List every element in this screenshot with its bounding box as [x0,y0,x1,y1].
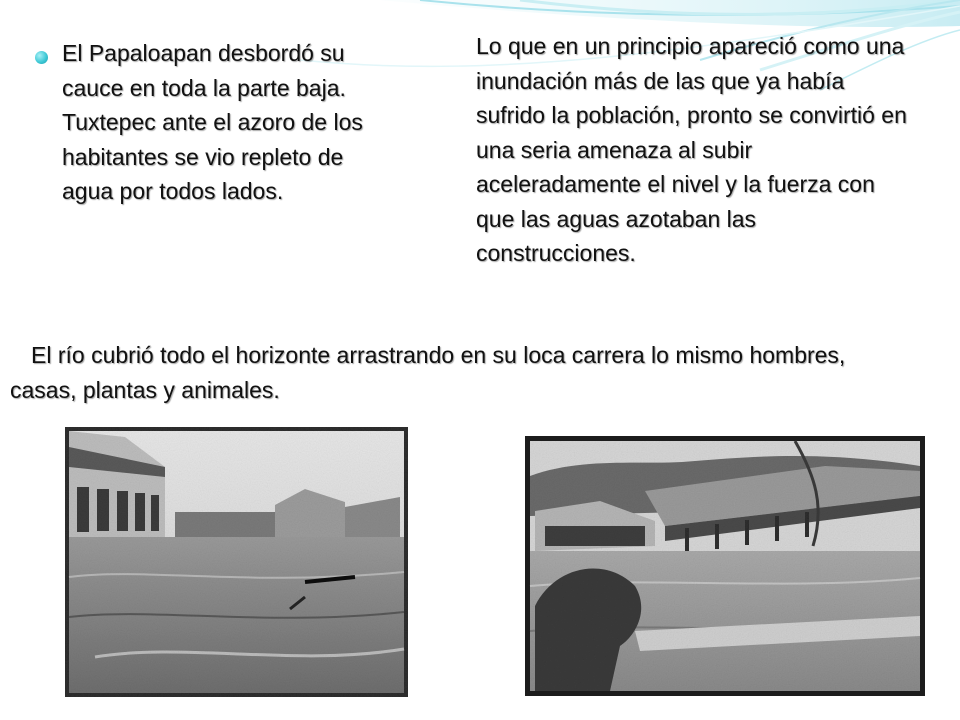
right-paragraph: Lo que en un principio apareció como una inundación más de las que ya había sufrido la población, pronto se convirtió en una seria amenaza al subir aceleradamente el nivel y la fuerza con que las aguas azotaban las construcciones. [476,33,907,266]
bullet-text: El Papaloapan desbordó su cauce en toda la parte baja. Tuxtepec ante el azoro de los habitantes se vio repleto de agua por todos lados. [62,40,363,204]
flood-photo-right [525,436,925,696]
bullet-icon [35,51,48,64]
bottom-paragraph: El río cubrió todo el horizonte arrastrando en su loca carrera lo mismo hombres, casas, plantas y animales. [10,342,846,403]
flood-photo-left [65,427,408,697]
